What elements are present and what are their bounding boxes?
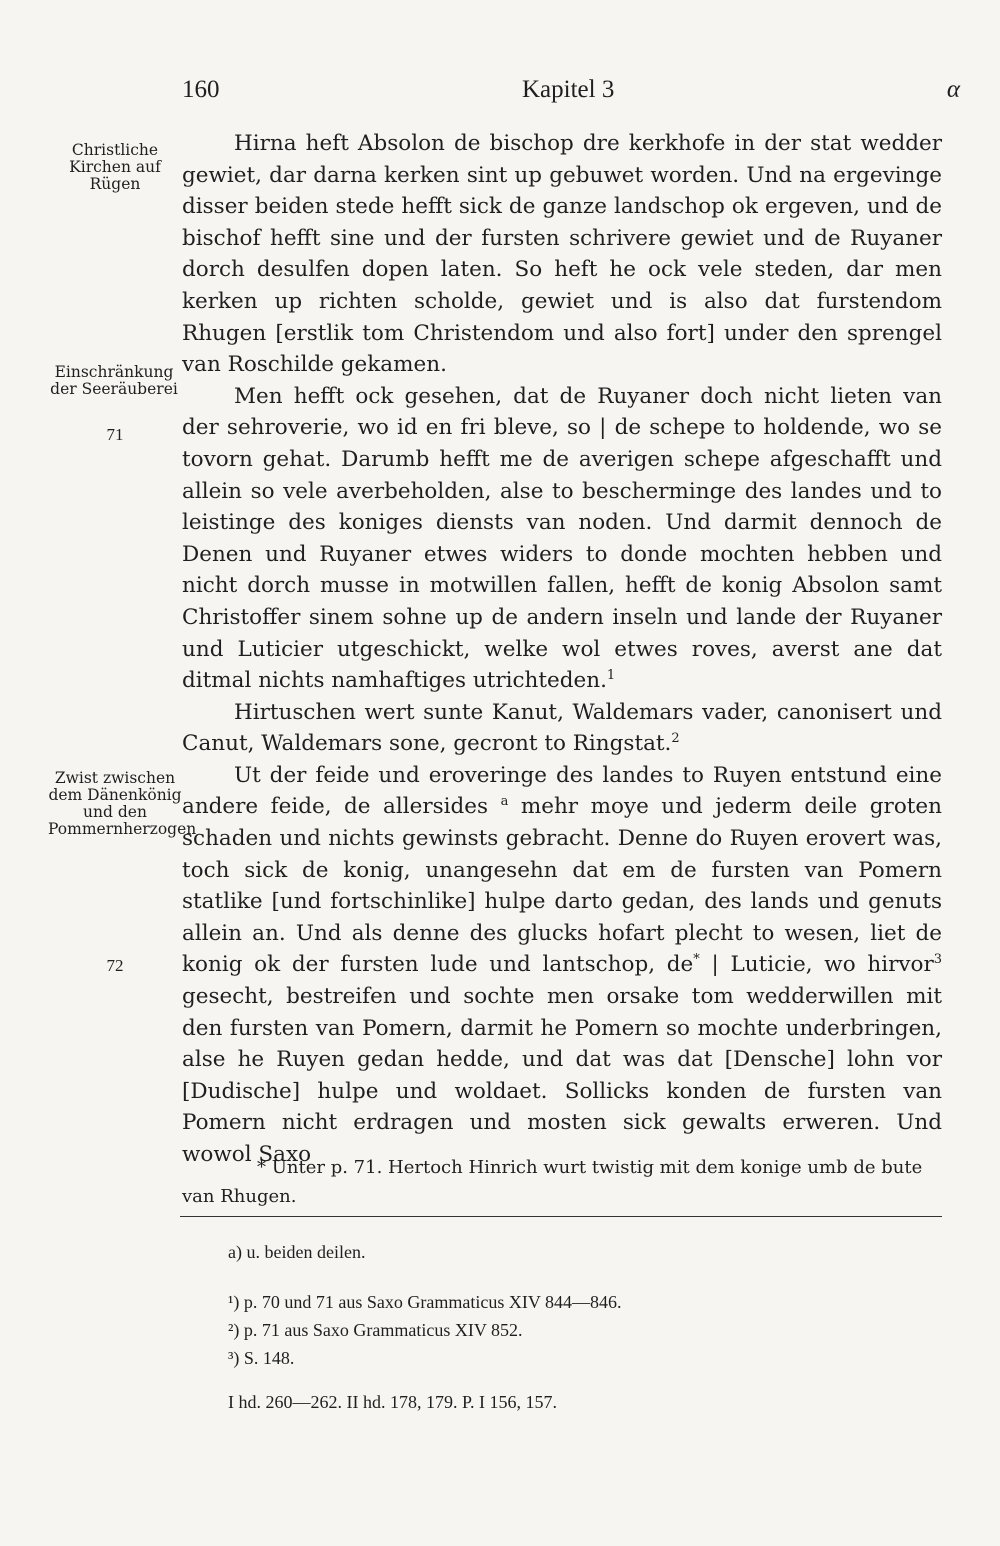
footnote-ref-1: 1 (606, 667, 616, 683)
inner-note-ref: * (693, 952, 700, 968)
paragraph-1: Hirna heft Absolon de bischop dre kerkhofe in der stat wedder gewiet, dar darna kerken sint up gebuwet worden. Und na ergevinge disser beiden stede hefft sick de ganze landschop ok ergeven, und de bischof hefft sine und der fursten schrivere gewiet und de Ruyaner dorch desulfen dopen laten. So heft he ock vele steden, dar men kerken up richten scholde, gewiet und is also dat furstendom Rhugen [erstlik tom Christendom und also fort] under den sprengel van Roschilde gekamen. (182, 131, 942, 378)
paragraph-4-text-c: | Luticie, wo hirvor (711, 952, 934, 978)
chapter-title: Kapitel 3 (522, 76, 615, 103)
siglum: α (946, 76, 960, 103)
footnote-2: ²) p. 71 aus Saxo Grammaticus XIV 852. (228, 1320, 523, 1340)
paragraph-4-text-a: Ut der feide und eroveringe des landes to Ruyen entstund eine andere feide, de allersides (182, 762, 942, 820)
paragraph-4-text-b: mehr moye und jederm deile groten schaden und nichts gewinsts gebracht. Denne do Ruyen erovert was, toch sick de konig, unangesehn dat em de fursten van Pomern statlike [und fortschinlike] hulpe darto gedan, des lands und genuts allein an. Und als denne des glucks hofart plecht to wesen, liet de konig ok der fursten lude und lantschop, de (182, 794, 942, 978)
paragraph-4-text-d: gesecht, bestreifen und sochte men orsake tom wedderwillen mit den fursten van Pomern, darmit he Pomern so mochte underbringen, alse he Ruyen gedan hedde, und dat was dat [Densche] lohn vor [Dudische] hulpe und woldaet. Sollicks konden de fursten van Pomern nicht erdragen und mosten sick gewalts erweren. Und wowol Saxo (182, 984, 942, 1167)
footnote-divider (180, 1216, 942, 1217)
footnote-ref-3: 3 (933, 952, 942, 968)
inner-note-mark: * Unter p. 71. (257, 1157, 383, 1178)
inner-note (182, 1153, 942, 1211)
main-text (182, 128, 942, 1171)
paragraph-3-text: Hirtuschen wert sunte Kanut, Waldemars vader, canonisert und Canut, Waldemars sone, gecront to Ringstat. (182, 699, 942, 757)
paragraph-2 (182, 381, 942, 697)
footnote-ref-2: 2 (671, 731, 680, 747)
margin-note-zwist: Zwist zwischen dem Dänenkönig und den Pommernherzogen (48, 769, 197, 838)
running-header (182, 76, 960, 112)
margin-page-ref-72: 72 (106, 956, 124, 975)
paragraph-3 (182, 697, 942, 760)
footnote-3: ³) S. 148. (228, 1348, 295, 1368)
inner-note-text: Hertoch Hinrich wurt twistig mit dem konige umb de bute van Rhugen. (182, 1157, 923, 1207)
footnote-1: ¹) p. 70 und 71 aus Saxo Grammaticus XIV 844—846. (228, 1292, 622, 1312)
margin-page-ref-71: 71 (106, 425, 124, 444)
paragraph-2-text: Men hefft ock gesehen, dat de Ruyaner doch nicht lieten van der sehroverie, wo id en fri bleve, so | de schepe to holdende, wo se tovorn gehat. Darumb hefft me de averigen schepe afgeschafft und allein so vele averbeholden, alse to bescherminge des landes und to leistinge des koniges diensts van noden. Und darmit dennoch de Denen und Ruyaner etwes widers to donde mochten hebben und nicht dorch musse in motwillen fallen, hefft de konig Absolon samt Christoffer sinem sohne up de andern inseln und lande der Ruyaner und Luticier utgeschickt, welke wol etwes roves, averst ane dat ditmal nichts namhaftiges utrichteden. (182, 383, 942, 694)
source-references: I hd. 260—262. II hd. 178, 179. P. I 156, 157. (228, 1392, 557, 1412)
page-number: 160 (182, 76, 220, 103)
margin-note-christliche-kirchen: Christliche Kirchen auf Rügen (69, 141, 161, 193)
footnote-a: a) u. beiden deilen. (228, 1242, 366, 1262)
footnote-ref-a: a (500, 794, 509, 810)
margin-note-einschraenkung: Einschränkung der Seeräuberei (50, 363, 178, 398)
paragraph-4 (182, 760, 942, 1171)
